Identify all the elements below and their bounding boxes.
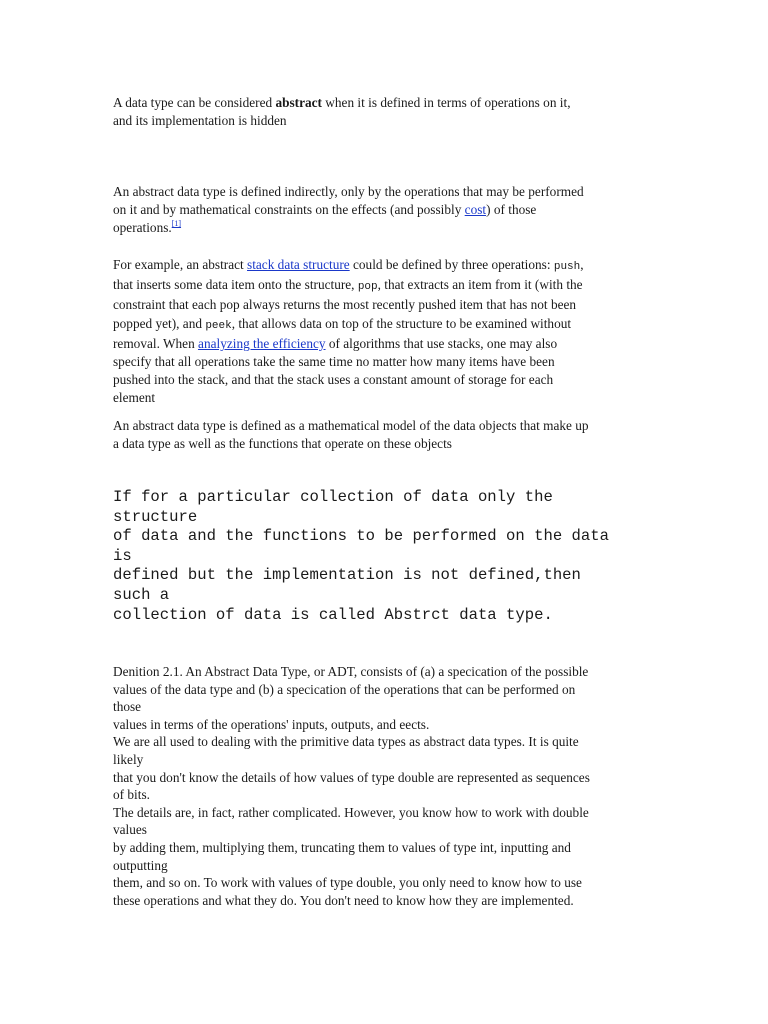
text-span: of algorithms that use stacks, one may also (325, 335, 558, 351)
paragraph-abstract-definition (113, 94, 658, 130)
text-span: , that extracts an item from it (with the (377, 277, 583, 293)
text-line: element (113, 390, 156, 406)
text-line: likely (113, 751, 144, 767)
code-push: push (553, 261, 581, 273)
text-span: on it and by mathematical constraints on the effects (and possibly (113, 202, 465, 218)
text-line (113, 256, 658, 276)
link-cost[interactable]: cost (464, 202, 487, 218)
text-line: constraint that each pop always returns the most recently pushed item that has not been (113, 297, 577, 313)
text-span: removal. When (113, 335, 199, 351)
mono-line: defined but the implementation is not defined,then (113, 566, 581, 585)
text-span: when it is defined in terms of operations on it, (321, 95, 571, 110)
mono-line: structure (113, 507, 198, 526)
text-line (113, 276, 658, 296)
paragraph-definition-2-1 (113, 663, 658, 909)
text-span: , that allows data on top of the structure to be examined without (231, 315, 572, 331)
text-line: specify that all operations take the same time no matter how many items have been (113, 354, 555, 370)
text-line: Denition 2.1. An Abstract Data Type, or ADT, consists of (a) a specication of the possible (113, 664, 589, 679)
bold-term-abstract: abstract (275, 95, 322, 110)
link-stack-data-structure[interactable]: stack data structure (247, 257, 350, 272)
text-line (113, 201, 658, 219)
text-line: them, and so on. To work with values of type double, you only need to know how to use (113, 875, 582, 891)
text-span: could be defined by three operations: (349, 257, 554, 272)
text-line: values (113, 822, 147, 838)
text-line (113, 335, 658, 353)
mono-line: collection of data is called Abstrct data type. (113, 605, 553, 624)
text-line: values in terms of the operations' inputs, outputs, and eects. (113, 716, 430, 732)
text-span: , (580, 257, 584, 272)
mono-line: is (113, 546, 132, 565)
paragraph-stack-example (113, 256, 658, 408)
text-line (113, 315, 658, 335)
paragraph-monospace-definition (113, 488, 658, 625)
paragraph-mathematical-model (113, 417, 658, 453)
text-line: values of the data type and (b) a specication of the operations that can be performed on (113, 681, 576, 697)
text-line: An abstract data type is defined as a mathematical model of the data objects that make up (113, 418, 589, 433)
text-line: outputting (113, 857, 168, 873)
code-pop: pop (357, 281, 378, 294)
text-line (113, 219, 658, 237)
text-span: A data type can be considered (113, 95, 276, 110)
mono-line: If for a particular collection of data only the (113, 488, 553, 506)
text-span: operations. (113, 220, 172, 236)
text-line: The details are, in fact, rather complicated. However, you know how to work with double (113, 804, 589, 820)
code-peek: peek (205, 319, 232, 332)
paragraph-adt-indirect (113, 183, 658, 238)
text-span: For example, an abstract (113, 257, 248, 272)
text-line (113, 94, 658, 112)
text-span: popped yet), and (113, 315, 206, 331)
mono-line: of data and the functions to be performed on the data (113, 527, 609, 546)
reference-link-1[interactable]: [1] (171, 219, 182, 229)
link-analyzing-the-efficiency[interactable]: analyzing the efficiency (198, 335, 326, 351)
text-span: ) of those (486, 202, 537, 218)
text-line: pushed into the stack, and that the stack uses a constant amount of storage for each (113, 372, 554, 388)
text-line: these operations and what they do. You don't need to know how they are implemented. (113, 892, 574, 908)
text-line: We are all used to dealing with the primitive data types as abstract data types. It is quite (113, 734, 579, 750)
text-line: of bits. (113, 787, 150, 803)
text-line: and its implementation is hidden (113, 113, 287, 129)
text-line: that you don't know the details of how values of type double are represented as sequences (113, 769, 590, 785)
text-line: by adding them, multiplying them, truncating them to values of type int, inputting and (113, 839, 571, 855)
text-line: An abstract data type is defined indirectly, only by the operations that may be performed (113, 184, 584, 199)
text-line: a data type as well as the functions that operate on these objects (113, 436, 452, 452)
mono-line: such a (113, 585, 170, 604)
text-span: that inserts some data item onto the structure, (113, 277, 358, 293)
text-line: those (113, 699, 142, 715)
